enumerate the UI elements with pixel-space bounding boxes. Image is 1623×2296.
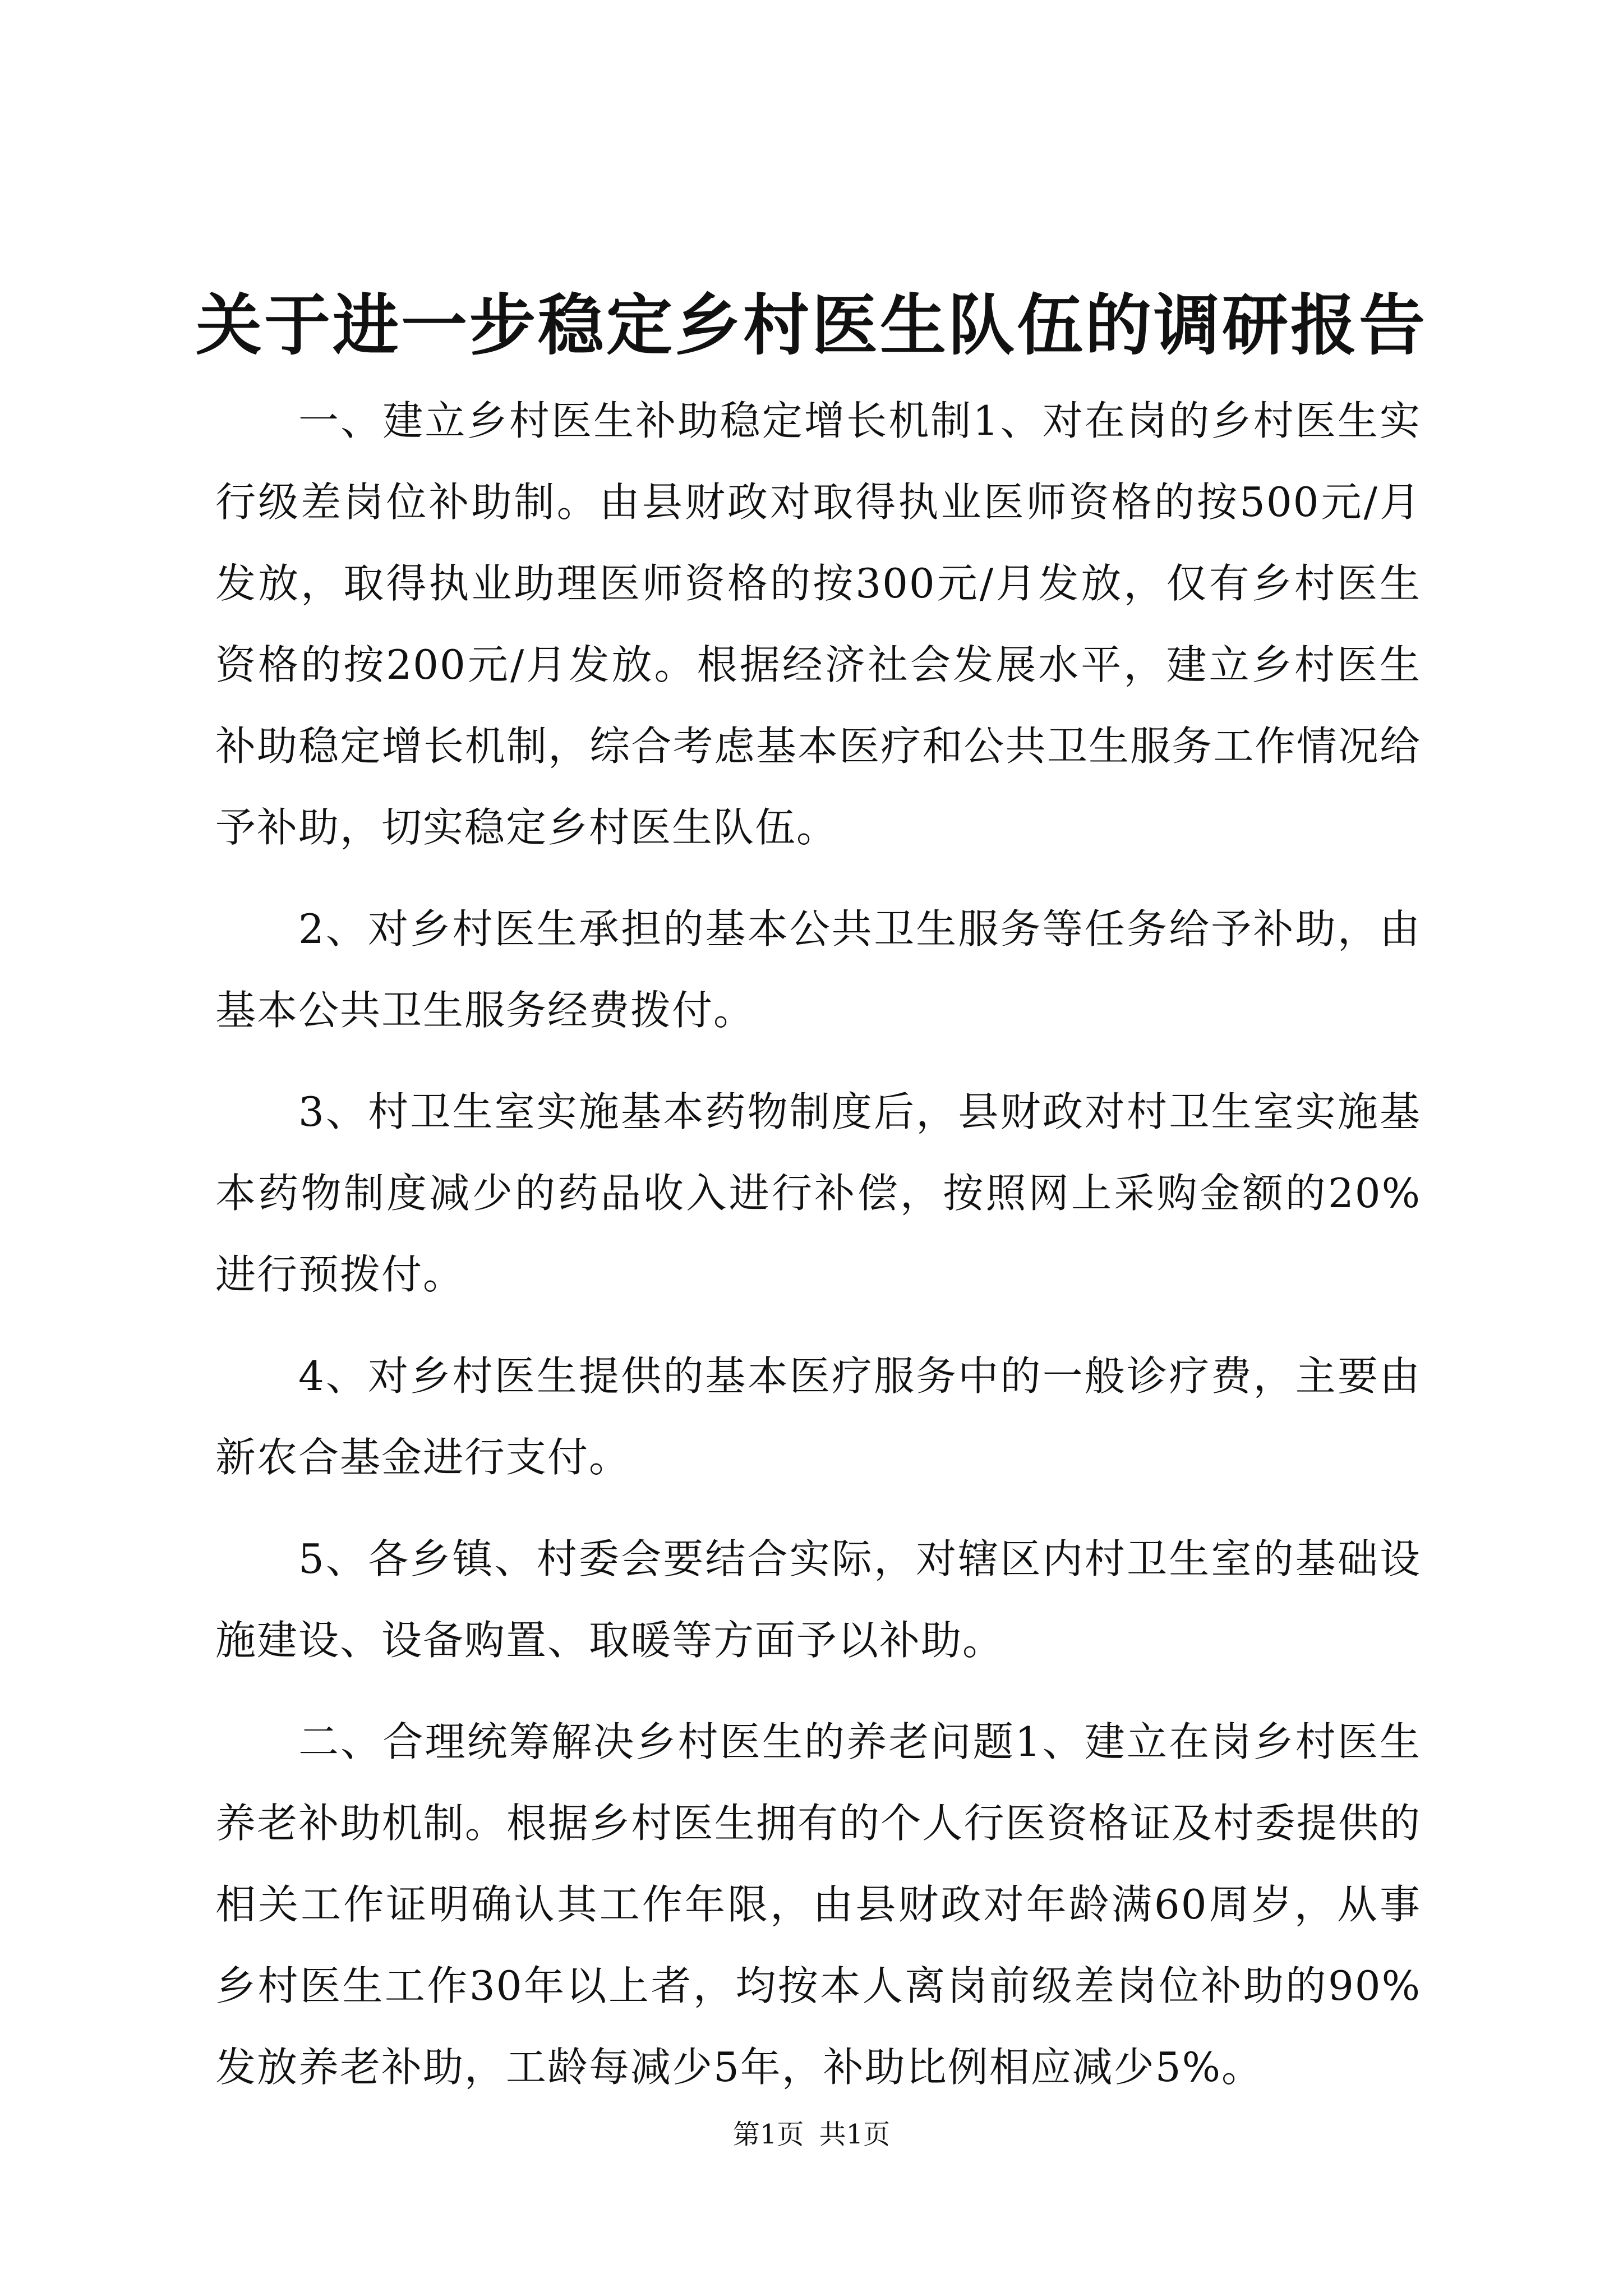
page-footer (0, 2115, 1623, 2154)
paragraph-2: 2、对乡村医生承担的基本公共卫生服务等任务给予补助，由基本公共卫生服务经费拨付。 (215, 905, 1421, 1034)
document-body (215, 380, 1421, 2128)
paragraph-3: 3、村卫生室实施基本药物制度后，县财政对村卫生室实施基本药物制度减少的药品收入进行补偿，按照网上采购金额的20%进行预拨付。 (215, 1088, 1421, 1298)
page-total: 共1页 (819, 2119, 891, 2150)
paragraph-6: 二、合理统筹解决乡村医生的养老问题1、建立在岗乡村医生养老补助机制。根据乡村医生拥有的个人行医资格证及村委提供的相关工作证明确认其工作年限，由县财政对年龄满60周岁，从事乡村医生工作30年以上者，均按本人离岗前级差岗位补助的90%发放养老补助，工龄每减少5年，补助比例相应减少5%。 (215, 1718, 1421, 2091)
document-title: 关于进一步稳定乡村医生队伍的调研报告 (195, 287, 1427, 364)
paragraph-1: 一、建立乡村医生补助稳定增长机制1、对在岗的乡村医生实行级差岗位补助制。由县财政对取得执业医师资格的按500元/月发放，取得执业助理医师资格的按300元/月发放，仅有乡村医生资格的按200元/月发放。根据经济社会发展水平，建立乡村医生补助稳定增长机制，综合考虑基本医疗和公共卫生服务工作情况给予补助，切实稳定乡村医生队伍。 (215, 397, 1421, 851)
paragraph-4: 4、对乡村医生提供的基本医疗服务中的一般诊疗费，主要由新农合基金进行支付。 (215, 1352, 1421, 1481)
page-number: 第1页 (732, 2119, 804, 2150)
paragraph-5: 5、各乡镇、村委会要结合实际，对辖区内村卫生室的基础设施建设、设备购置、取暖等方面予以补助。 (215, 1535, 1421, 1664)
